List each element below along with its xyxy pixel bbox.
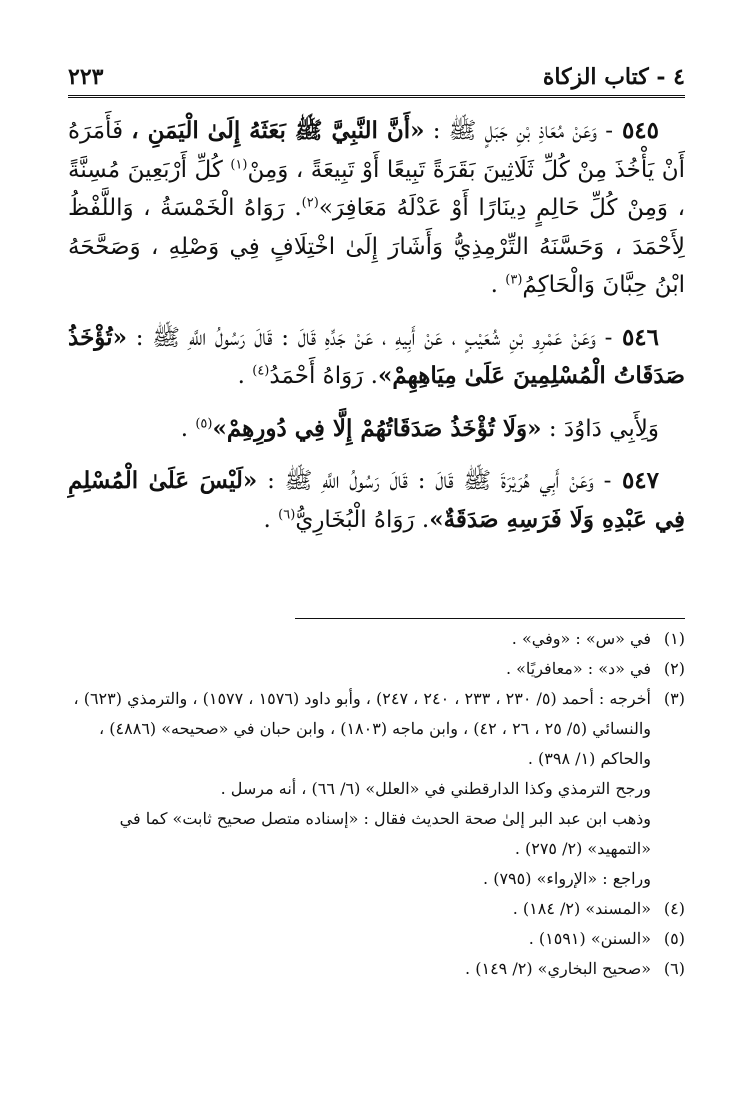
footnote-line <box>68 864 685 894</box>
footnote-text: «المسند» (٢/ ١٨٤) . <box>512 899 651 918</box>
footnote-text: وراجع : «الإرواء» (٧٩٥) . <box>483 869 651 888</box>
hadith-paragraph <box>68 410 685 449</box>
footnote-ref: (٢) <box>301 195 319 211</box>
page-header <box>68 54 685 90</box>
footnote-ref: (١) <box>230 156 248 172</box>
narration-text: - وَعَنْ عَمْرِو بْنِ شُعَيْبٍ ، عَنْ أَبِيهِ ، عَنْ جَدِّهِ قَالَ : قَالَ رَسُولُ اللَّهِ ﷺ : <box>126 324 613 351</box>
footnote-number <box>651 804 685 864</box>
prophetic-quote: «أَنَّ النَّبِيَّ ﷺ بَعَثَهُ إِلَىٰ الْيَمَنِ ، <box>131 117 425 144</box>
footnote-number: (٥) <box>663 929 685 948</box>
header-divider <box>68 95 685 98</box>
narration-text: - وَعَنْ مُعَاذِ بْنِ جَبَلٍ ﷺ : <box>424 118 614 144</box>
footnote-ref: (٦) <box>278 506 296 522</box>
narration-text: وَلِأَبِي دَاوُدَ : <box>541 415 659 442</box>
chapter-title: ٤ - كتاب الزكاة <box>542 64 685 90</box>
footnote-text: وذهب ابن عبد البر إلىٰ صحة الحديث فقال : «إسناده متصل صحيح ثابت» كما في «التمهيد» (٢/ ٢٧٥) . <box>119 809 651 858</box>
narration-text: . <box>263 506 279 533</box>
footnote-text: «صحيح البخاري» (٢/ ١٤٩) . <box>465 959 651 978</box>
narration-text: . <box>490 272 506 298</box>
footnote-number: (١) <box>663 629 685 648</box>
prophetic-quote: «تُؤْخَذُ صَدَقَاتُ الْمُسْلِمِينَ عَلَىٰ مِيَاهِهِمْ» <box>68 323 685 389</box>
footnote-ref: (٤) <box>252 363 270 379</box>
footnote-number: (٢) <box>663 659 685 678</box>
footnote-number <box>651 774 685 804</box>
footnote-line <box>68 804 685 864</box>
narration-text: فَأَمَرَهُ أَنْ يَأْخُذَ مِنْ كُلِّ ثَلَاثِينَ بَقَرَةً تَبِيعًا أَوْ تَبِيعَةً ، وَمِنْ <box>68 118 685 183</box>
footnote-number: (٣) <box>663 689 685 708</box>
hadith-paragraph <box>68 462 685 539</box>
footnote-text: «السنن» (١٥٩١) . <box>528 929 651 948</box>
footnote-line <box>68 654 685 684</box>
footnote-line <box>68 774 685 804</box>
footnote-text: أخرجه : أحمد (٥/ ٢٣٠ ، ٢٣٣ ، ٢٤٠ ، ٢٤٧) ، وأبو داود (١٥٧٦ ، ١٥٧٧) ، والترمذي (٦٢٣) ، والنسائي (٥/ ٢٥ ، ٢٦ ، ٤٢) ، وابن ماجه (١٨٠٣) ، وابن حبان في «صحيحه» (٤٨٨٦) ، والحاكم (١/ ٣٩٨) . <box>73 689 651 768</box>
footnote-number: (٦) <box>663 959 685 978</box>
footnote-number <box>651 864 685 894</box>
narration-text: كُلِّ أَرْبَعِينَ مُسِنَّةً ، وَمِنْ كُلِّ حَالِمٍ دِينَارًا أَوْ عَدْلَهُ مَعَافِرَ» <box>68 156 685 221</box>
prophetic-quote: «لَيْسَ عَلَىٰ الْمُسْلِمِ فِي عَبْدِهِ وَلَا فَرَسِهِ صَدَقَةٌ» <box>68 467 685 533</box>
hadith-paragraph <box>68 112 685 305</box>
footnotes <box>68 624 685 984</box>
narration-text: . <box>180 415 196 442</box>
hadith-number: ٥٤٧ <box>611 467 659 494</box>
footnote-divider <box>295 618 685 619</box>
footnote-line <box>68 684 685 774</box>
page-number: ٢٢٣ <box>68 64 104 90</box>
hadith-number: ٥٤٦ <box>612 323 659 351</box>
narration-text: - وَعَنْ أَبِي هُرَيْرَةَ ﷺ قَالَ : قَالَ رَسُولُ اللَّهِ ﷺ : <box>257 468 612 494</box>
narration-text: . رَوَاهُ الْخَمْسَةُ ، وَاللَّفْظُ لِأَحْمَدَ ، وَحَسَّنَهُ التِّرْمِذِيُّ وَأَشَارَ إِلَىٰ اخْتِلَافٍ فِي وَصْلِهِ ، وَصَحَّحَهُ ابْنُ حِبَّانَ وَالْحَاكِمُ <box>68 195 685 298</box>
footnote-text: ورجح الترمذي وكذا الدارقطني في «العلل» (٦/ ٦٦) ، أنه مرسل . <box>220 779 651 798</box>
narration-text: . رَوَاهُ أَحْمَدُ <box>269 363 378 389</box>
footnote-ref: (٥) <box>195 415 213 431</box>
narration-text: . رَوَاهُ الْبُخَارِيُّ <box>295 506 430 533</box>
footnote-line <box>68 954 685 984</box>
hadith-text <box>68 112 685 553</box>
prophetic-quote: «وَلَا تُؤْخَذُ صَدَقَاتُهُمْ إِلَّا فِي دُورِهِمْ» <box>212 414 542 442</box>
narration-text: . <box>237 363 253 389</box>
footnote-ref: (٣) <box>505 272 523 288</box>
footnote-number: (٤) <box>663 899 685 918</box>
footnote-line <box>68 924 685 954</box>
hadith-paragraph <box>68 319 685 396</box>
hadith-number: ٥٤٥ <box>613 117 660 144</box>
footnote-text: في «د» : «معافريًا» . <box>505 659 651 678</box>
footnote-text: في «س» : «وفي» . <box>511 629 651 648</box>
footnote-line <box>68 894 685 924</box>
footnote-line <box>68 624 685 654</box>
